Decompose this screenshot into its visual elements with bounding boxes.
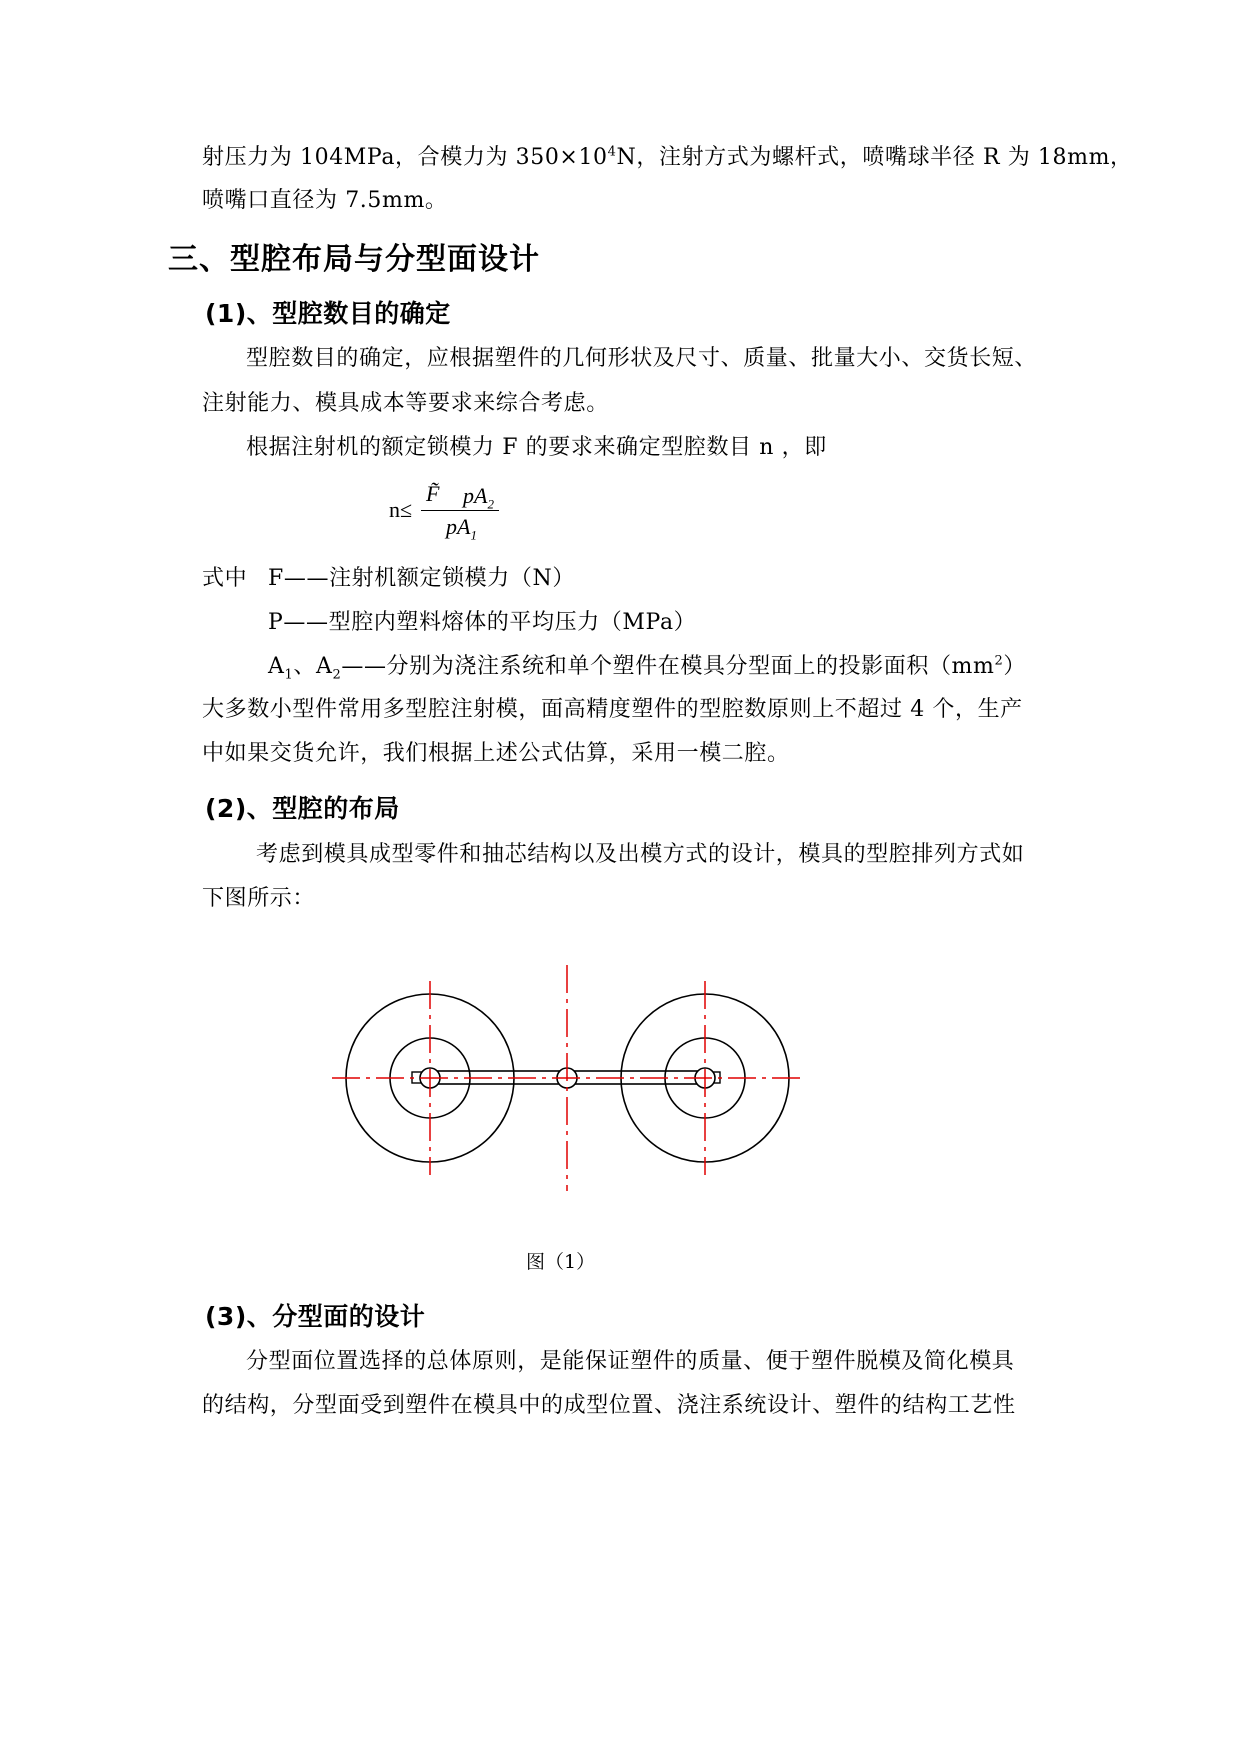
formula-lhs: n≤ <box>389 497 413 522</box>
paragraph-3-line-1: 大多数小型件常用多型腔注射模，面高精度塑件的型腔数原则上不超过 4 个，生产 <box>202 697 1023 722</box>
intro-line-1-b: N，注射方式为螺杆式，喷嘴球半径 R 为 18mm， <box>616 145 1133 170</box>
section-heading: 三、型腔布局与分型面设计 <box>168 242 540 277</box>
formula-denominator <box>446 514 477 543</box>
paragraph-1-line-1: 型腔数目的确定，应根据塑件的几何形状及尺寸、质量、批量大小、交货长短、 <box>246 346 1038 371</box>
subheading-1: (1)、型腔数目的确定 <box>205 299 451 328</box>
definition-a <box>268 652 1026 682</box>
intro-superscript: 4 <box>607 144 617 160</box>
where-label: 式中 <box>202 566 248 591</box>
cavity-layout-figure <box>320 955 820 1205</box>
intro-line-1-a: 射压力为 104MPa，合模力为 350×10 <box>202 145 608 170</box>
definition-a-end: ） <box>1003 654 1026 679</box>
definition-a-1: A <box>268 654 285 679</box>
formula-denominator-text: pA <box>446 514 471 539</box>
definition-a-sep: 、A <box>293 654 333 679</box>
paragraph-5-line-2: 的结构，分型面受到塑件在模具中的成型位置、浇注系统设计、塑件的结构工艺性 <box>202 1393 1016 1418</box>
definition-a-2-sub: 2 <box>332 667 342 683</box>
intro-line-1 <box>202 143 1133 173</box>
subheading-2: (2)、型腔的布局 <box>205 794 400 823</box>
definition-f: F——注射机额定锁模力（N） <box>268 566 575 591</box>
fraction-bar <box>421 510 499 511</box>
definition-a-rest: ——分别为浇注系统和单个塑件在模具分型面上的投影面积（mm <box>341 654 995 679</box>
paragraph-1-line-2: 注射能力、模具成本等要求来综合考虑。 <box>202 391 609 416</box>
subheading-3: (3)、分型面的设计 <box>205 1302 426 1331</box>
paragraph-4-line-2: 下图所示： <box>202 886 316 911</box>
paragraph-2: 根据注射机的额定锁模力 F 的要求来确定型腔数目 n ，即 <box>246 435 827 460</box>
definition-p: P——型腔内塑料熔体的平均压力（MPa） <box>268 610 697 635</box>
definition-a-1-sub: 1 <box>284 667 294 683</box>
formula-numerator-pa-text: pA <box>463 483 488 508</box>
definition-a-sup: 2 <box>994 653 1004 669</box>
figure-caption: 图（1） <box>526 1251 596 1273</box>
formula-denominator-sub: 1 <box>470 527 477 543</box>
formula-numerator-sub: 2 <box>487 496 494 512</box>
paragraph-5-line-1: 分型面位置选择的总体原则，是能保证塑件的质量、便于塑件脱模及简化模具 <box>246 1349 1015 1374</box>
formula-numerator-f: F̃ <box>426 481 440 506</box>
paragraph-3-line-2: 中如果交货允许，我们根据上述公式估算，采用一模二腔。 <box>202 741 790 766</box>
formula-numerator-pa <box>463 483 494 512</box>
intro-line-2: 喷嘴口直径为 7.5mm。 <box>202 188 448 213</box>
paragraph-4-line-1: 考虑到模具成型零件和抽芯结构以及出模方式的设计，模具的型腔排列方式如 <box>256 842 1025 867</box>
